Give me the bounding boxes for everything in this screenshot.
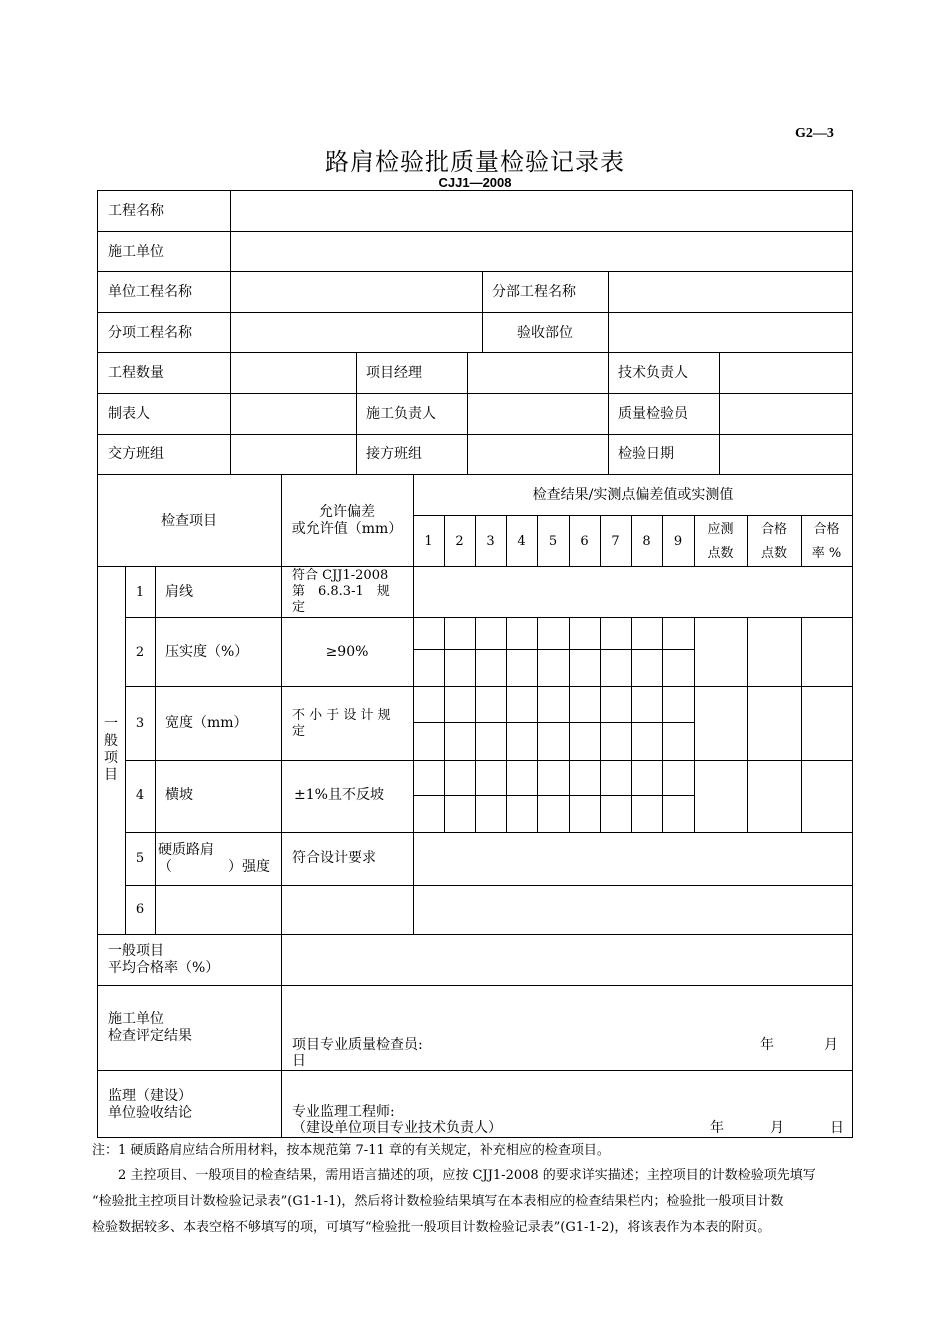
note-1: 注：1 硬质路肩应结合所用材料，按本规范第 7-11 章的有关规定，补充相应的检查项目。: [92, 1143, 610, 1158]
label-sub-project-name: 分部工程名称: [492, 284, 576, 300]
label-construction-eval-1: 施工单位: [108, 1011, 164, 1027]
row-1-allow-2: 第 6.8.3-1 规: [292, 584, 390, 599]
label-quantity: 工程数量: [108, 365, 164, 381]
point-col-8: 8: [642, 534, 651, 549]
row-1-no: 1: [135, 585, 145, 600]
standard-code: [0, 175, 950, 190]
label-construction-lead: 施工负责人: [366, 406, 436, 422]
standard-code-text: CJJ1—2008: [433, 175, 518, 191]
general-items-label-2: 般: [104, 733, 118, 749]
row-1-allow-1: 符合 CJJ1-2008: [292, 568, 389, 583]
label-result-header: 检查结果/实测点偏差值或实测值: [532, 487, 734, 503]
label-item-project-name: 分项工程名称: [108, 325, 192, 341]
label-should-2: 点数: [707, 546, 734, 561]
point-col-7: 7: [611, 534, 620, 549]
label-should-1: 应测: [707, 522, 734, 537]
label-month-1: 月: [824, 1037, 838, 1053]
label-day-2: 日: [830, 1120, 844, 1136]
label-engineer: 专业监理工程师:: [292, 1104, 395, 1120]
label-year-2: 年: [710, 1120, 724, 1136]
label-allow-2: 或允许值（mm）: [291, 521, 403, 537]
row-2-name: 压实度（%）: [165, 644, 249, 660]
label-day-1: 日: [292, 1053, 306, 1069]
label-pass-1: 合格: [760, 522, 787, 537]
general-items-label-4: 目: [104, 767, 118, 783]
label-handover-team: 交方班组: [108, 446, 164, 462]
label-month-2: 月: [770, 1120, 784, 1136]
row-1-name: 肩线: [165, 584, 193, 600]
row-5-no: 5: [135, 851, 145, 866]
form-code: G2—3: [795, 126, 834, 141]
row-3-allow-1: 不 小 于 设 计 规: [292, 708, 391, 723]
row-3-name: 宽度（mm）: [165, 715, 248, 731]
label-allow-1: 允许偏差: [319, 504, 375, 520]
row-4-name: 横坡: [165, 787, 193, 803]
point-col-6: 6: [580, 534, 589, 549]
label-preparer: 制表人: [108, 406, 150, 422]
point-col-3: 3: [486, 534, 495, 549]
general-items-label-1: 一: [104, 716, 118, 732]
point-col-2: 2: [455, 534, 464, 549]
label-receiver-team: 接方班组: [366, 446, 422, 462]
row-5-allow: 符合设计要求: [292, 850, 376, 866]
label-project-name: 工程名称: [108, 203, 164, 219]
row-6-no: 6: [135, 902, 145, 917]
label-supervision-1: 监理（建设）: [108, 1088, 192, 1104]
row-5-name-1: 硬质路肩: [158, 842, 214, 858]
label-inspector: 项目专业质量检查员:: [292, 1037, 423, 1053]
label-rate-1: 合格: [813, 522, 840, 537]
point-col-9: 9: [673, 534, 683, 549]
label-construction-unit: 施工单位: [108, 244, 164, 260]
page-title: 路肩检验批质量检验记录表: [325, 148, 625, 176]
point-col-1: 1: [424, 534, 433, 549]
label-quality-inspector: 质量检验员: [618, 406, 688, 422]
label-avg-2: 平均合格率（%）: [108, 960, 220, 976]
row-2-allow: ≥90%: [325, 644, 369, 660]
label-inspection-date: 检验日期: [618, 446, 674, 462]
row-3-allow-2: 定: [292, 724, 306, 739]
label-avg-1: 一般项目: [108, 943, 164, 959]
row-4-no: 4: [135, 788, 145, 803]
label-check-item: 检查项目: [161, 513, 217, 529]
note-2c: 检验数据较多、本表空格不够填写的项，可填写“检验批一般项目计数检验记录表”(G1-1-2)，将该表作为本表的附页。: [92, 1220, 771, 1235]
label-pass-2: 点数: [760, 546, 787, 561]
row-3-no: 3: [135, 716, 145, 731]
label-supervision-2: 单位验收结论: [108, 1105, 192, 1121]
label-project-manager: 项目经理: [366, 365, 422, 381]
label-unit-project-name: 单位工程名称: [108, 284, 192, 300]
note-2b: “检验批主控项目计数检验记录表”(G1-1-1)，然后将计数检验结果填写在本表相应的检查结果栏内；检验批一般项目计数: [92, 1194, 784, 1209]
point-col-5: 5: [548, 534, 558, 549]
point-col-4: 4: [517, 534, 526, 549]
general-items-label-3: 项: [104, 750, 118, 766]
label-rate-2: 率 %: [811, 546, 842, 561]
row-5-name-2: （ ）强度: [158, 859, 270, 875]
label-tech-lead: 技术负责人: [618, 365, 688, 381]
row-1-allow-3: 定: [292, 600, 306, 615]
label-engineer-note: （建设单位项目专业技术负责人）: [292, 1120, 502, 1136]
row-4-allow: ±1%且不反坡: [294, 787, 384, 803]
row-2-no: 2: [135, 645, 145, 660]
label-acceptance-part: 验收部位: [517, 325, 573, 341]
label-construction-eval-2: 检查评定结果: [108, 1028, 192, 1044]
note-2a: 2 主控项目、一般项目的检查结果，需用语言描述的项，应按 CJJ1-2008 的要求详实描述；主控项目的计数检验项先填写: [118, 1168, 816, 1183]
label-year-1: 年: [760, 1037, 774, 1053]
